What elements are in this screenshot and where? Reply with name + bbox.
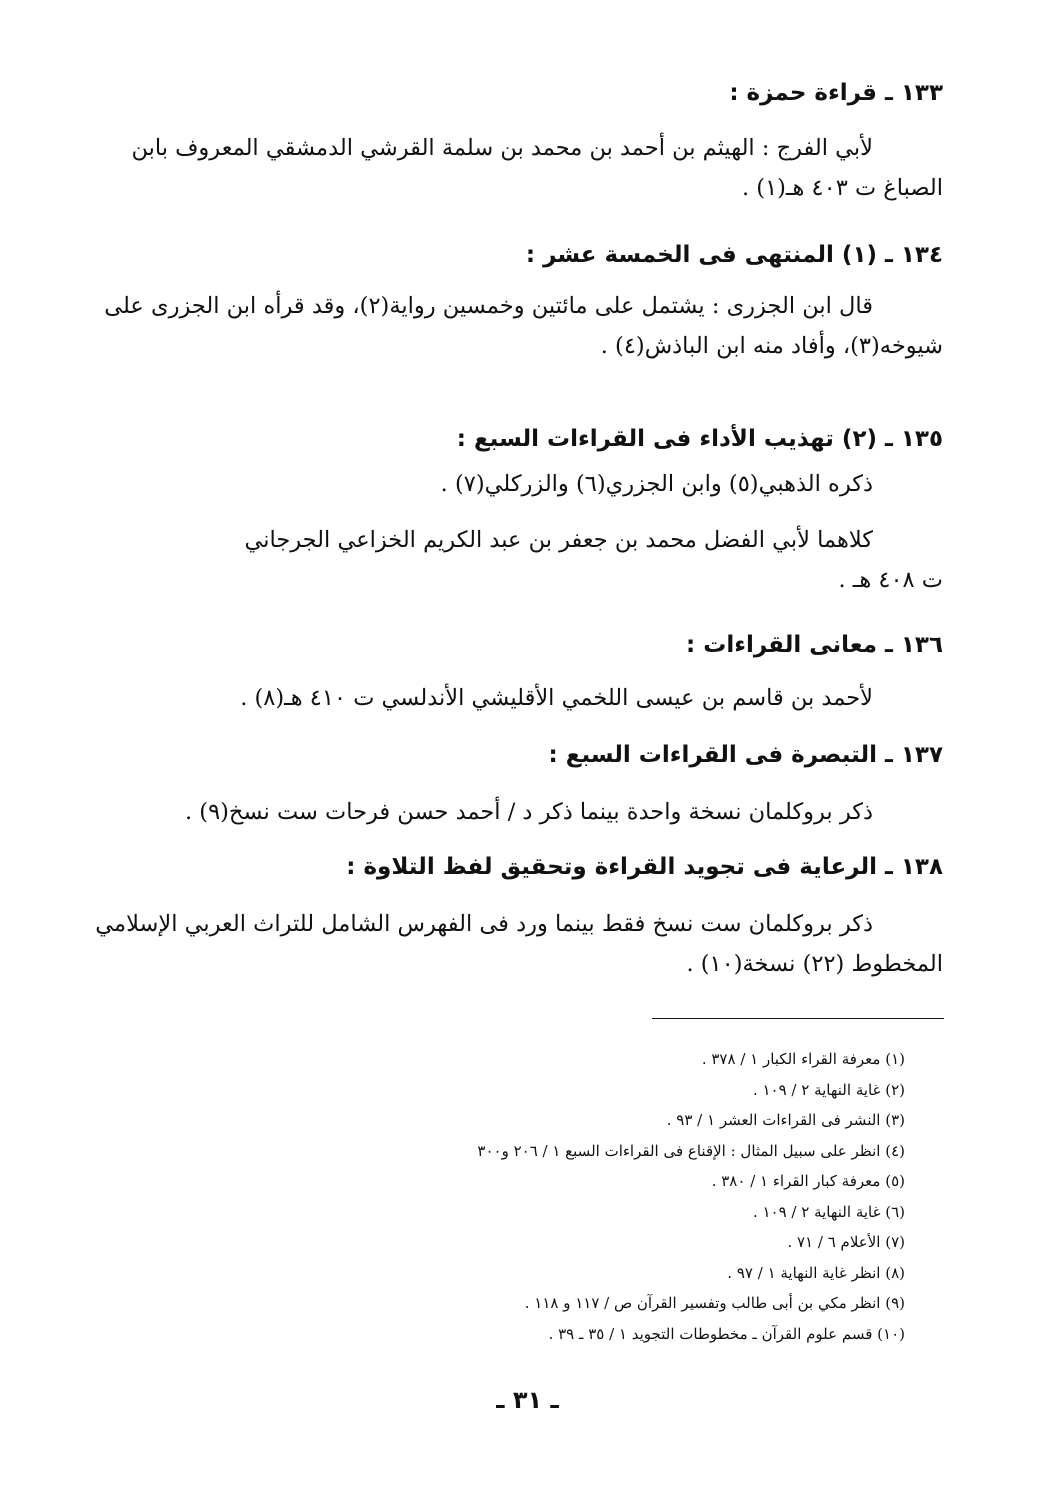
footnote-2: (٢) غاية النهاية ٢ / ١٠٩ . [752, 1080, 905, 1099]
entry-line: شيوخه(٣)، وأفاد منه ابن الباذش(٤) . [600, 333, 943, 359]
entry-title-137: ١٣٧ ـ التبصرة فى القراءات السبع : [548, 742, 943, 768]
entry-line: المخطوط (٢٢) نسخة(١٠) . [686, 951, 943, 977]
entry-line: ت ٤٠٨ هـ . [838, 567, 943, 593]
footnote-3: (٣) النشر فى القراءات العشر ١ / ٩٣ . [666, 1111, 905, 1129]
entry-body-138 [80, 904, 943, 984]
entry-title-138: ١٣٨ ـ الرعاية فى تجويد القراءة وتحقيق لفظ التلاوة : [346, 854, 943, 880]
footnote-10: (١٠) قسم علوم القرآن ـ مخطوطات التجويد ١ / ٣٥ ـ ٣٩ . [548, 1324, 905, 1343]
page-number: ـ ٣١ ـ [496, 1386, 559, 1414]
footnotes [477, 1044, 905, 1349]
entry-title-135: ١٣٥ ـ (٢) تهذيب الأداء فى القراءات السبع : [456, 426, 943, 452]
entry-line: كلاهما لأبي الفضل محمد بن جعفر بن عبد الكريم الخزاعي الجرجاني [244, 527, 873, 553]
footnote-6: (٦) غاية النهاية ٢ / ١٠٩ . [752, 1202, 905, 1221]
entry-line: ذكر بروكلمان نسخة واحدة بينما ذكر د / أحمد حسن فرحات ست نسخ(٩) . [184, 799, 873, 825]
footnote-9: (٩) انظر مكي بن أبى طالب وتفسير القرآن ص / ١١٧ و ١١٨ . [524, 1294, 905, 1312]
entry-line: ذكر بروكلمان ست نسخ فقط بينما ورد فى الفهرس الشامل للتراث العربي الإسلامي [95, 911, 873, 937]
entry-body-135-cont [80, 520, 943, 600]
footnote-4: (٤) انظر على سبيل المثال : الإقناع فى القراءات السبع ١ / ٢٠٦ و٣٠٠ [477, 1141, 905, 1160]
entry-title-136: ١٣٦ ـ معانى القراءات : [686, 632, 943, 658]
footnote-5: (٥) معرفة كبار القراء ١ / ٣٨٠ . [711, 1172, 905, 1190]
footnote-8: (٨) انظر غاية النهاية ١ / ٩٧ . [727, 1263, 905, 1282]
entry-body-135 [441, 464, 943, 504]
footnote-separator [652, 1018, 944, 1019]
entry-title-134: ١٣٤ ـ (١) المنتهى فى الخمسة عشر : [525, 242, 943, 268]
entry-title-133: ١٣٣ ـ قراءة حمزة : [729, 80, 943, 106]
entry-body-134 [80, 286, 943, 366]
entry-body-136 [240, 678, 943, 718]
entry-body-137 [185, 792, 943, 832]
footnote-7: (٧) الأعلام ٦ / ٧١ . [787, 1233, 905, 1251]
entry-line: قال ابن الجزرى : يشتمل على مائتين وخمسين رواية(٢)، وقد قرأه ابن الجزرى على [104, 293, 873, 319]
footnote-1: (١) معرفة القراء الكبار ١ / ٣٧٨ . [701, 1050, 905, 1068]
entry-line: لأحمد بن قاسم بن عيسى اللخمي الأقليشي الأندلسي ت ٤١٠ هـ(٨) . [240, 685, 873, 711]
entry-line: الصباغ ت ٤٠٣ هـ(١) . [741, 175, 943, 201]
entry-line: لأبي الفرج : الهيثم بن أحمد بن محمد بن سلمة القرشي الدمشقي المعروف بابن [131, 135, 873, 161]
entry-line: ذكره الذهبي(٥) وابن الجزري(٦) والزركلي(٧) . [440, 471, 873, 497]
entry-body-133 [80, 128, 943, 208]
